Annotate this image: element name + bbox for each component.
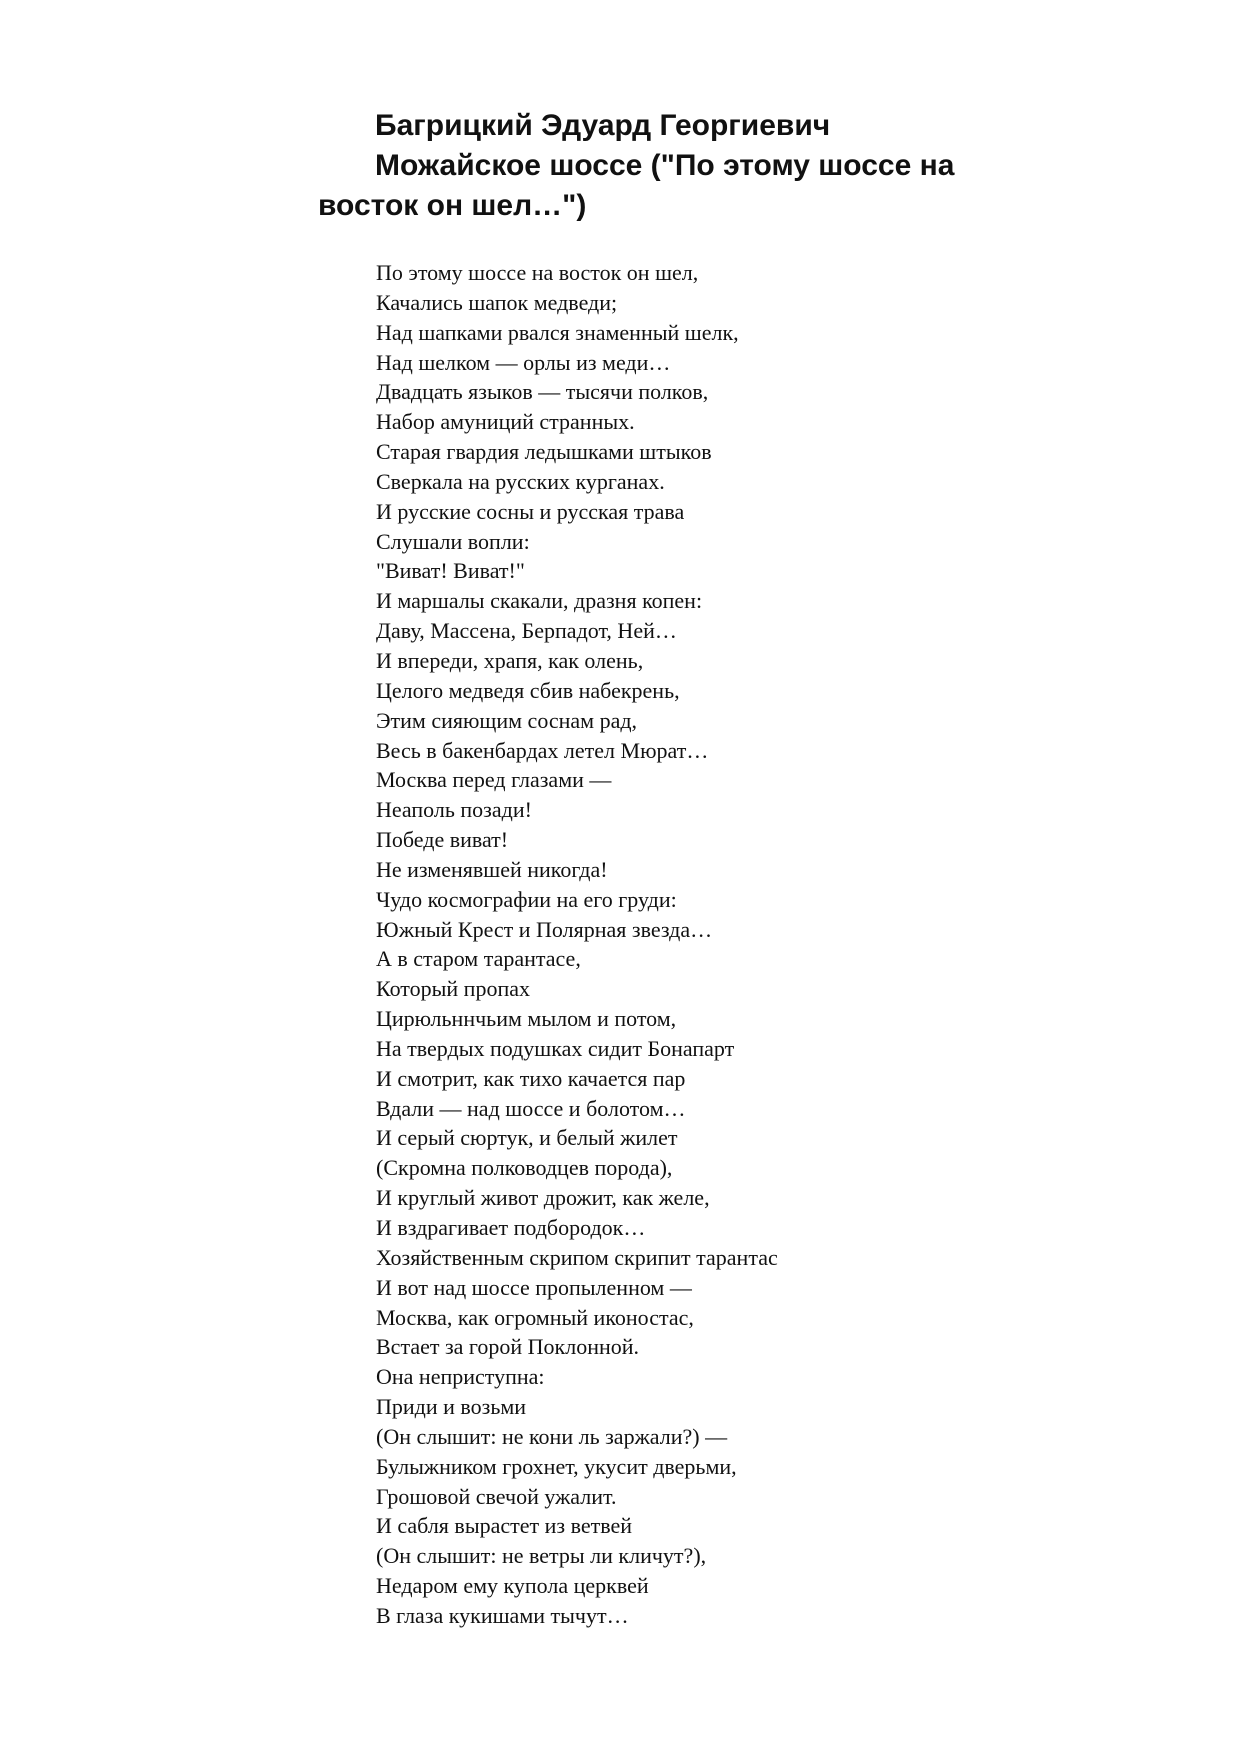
poem-line: И сабля вырастет из ветвей [376,1513,633,1539]
poem-line: И смотрит, как тихо качается пар [376,1065,686,1091]
poem-line: Чудо космографии на его груди: [376,886,677,912]
poem-line: Качались шапок медведи; [376,289,618,315]
poem-line: И вздрагивает подбородок… [376,1215,646,1240]
poem-line: И вот над шоссе пропыленном — [376,1274,692,1300]
poem-line: Который пропах [376,976,530,1002]
poem-line: Грошовой свечой ужалит. [376,1483,617,1509]
poem-line: В глаза кукишами тычут… [376,1602,629,1628]
poem-line: Встает за горой Поклонной. [376,1334,640,1360]
author-name: Багрицкий Эдуард Георгиевич [375,109,831,142]
poem-line: И русские сосны и русская трава [376,498,685,524]
poem-line: "Виват! Виват!" [376,558,525,584]
poem-line: Весь в бакенбардах летел Мюрат… [376,737,709,763]
poem-line: Старая гвардия ледышками штыков [376,439,712,465]
poem-line: (Он слышит: не кони ль заржали?) — [376,1423,728,1449]
poem-line: Не изменявшей никогда! [376,856,608,882]
poem-line: Хозяйственным скрипом скрипит тарантас [376,1244,778,1270]
poem-text [376,258,1016,1631]
poem-line: И впереди, храпя, как олень, [376,647,644,673]
poem-line: Над шапками рвался знаменный шелк, [376,319,739,345]
poem-title-line-1: Можайское шоссе ("По этому шоссе на [375,149,955,182]
poem-line: И маршалы скакали, дразня копен: [376,588,703,614]
poem-line: Двадцать языков — тысячи полков, [376,379,709,405]
poem-line: Москва, как огромный иконостас, [376,1304,694,1330]
poem-line: Сверкала на русских курганах. [376,468,665,494]
poem-line: На твердых подушках сидит Бонапарт [376,1035,735,1061]
poem-line: Этим сияющим соснам рад, [376,707,638,733]
poem-line: Победе виват! [376,827,509,853]
poem-line: А в старом тарантасе, [376,946,581,972]
poem-line: Приди и возьми [376,1394,527,1420]
poem-line: Над шелком — орлы из меди… [376,349,671,375]
poem-line: Недаром ему купола церквей [376,1573,649,1599]
poem-line: Неаполь позади! [376,797,532,823]
poem-line: Москва перед глазами — [376,767,612,793]
poem-line: Цирюльннчьим мылом и потом, [376,1006,677,1032]
document-title-block [318,106,1078,226]
poem-line: Она неприступна: [376,1364,545,1390]
poem-line: Булыжником грохнет, укусит дверьми, [376,1453,737,1479]
poem-line: И серый сюртук, и белый жилет [376,1125,678,1151]
poem-line: Слушали вопли: [376,528,530,554]
poem-line: Даву, Массена, Берпадот, Ней… [376,618,677,644]
poem-line: (Он слышит: не ветры ли кличут?), [376,1543,707,1569]
poem-line: Вдали — над шоссе и болотом… [376,1095,686,1121]
poem-line: По этому шоссе на восток он шел, [376,260,699,285]
poem-line: Набор амуниций странных. [376,409,635,435]
poem-line: И круглый живот дрожит, как желе, [376,1185,710,1211]
poem-line: Целого медведя сбив набекрень, [376,677,680,703]
poem-line: (Скромна полководцев порода), [376,1155,673,1181]
poem-title-line-2: восток он шел…") [318,189,587,222]
poem-line: Южный Крест и Полярная звезда… [376,916,713,942]
